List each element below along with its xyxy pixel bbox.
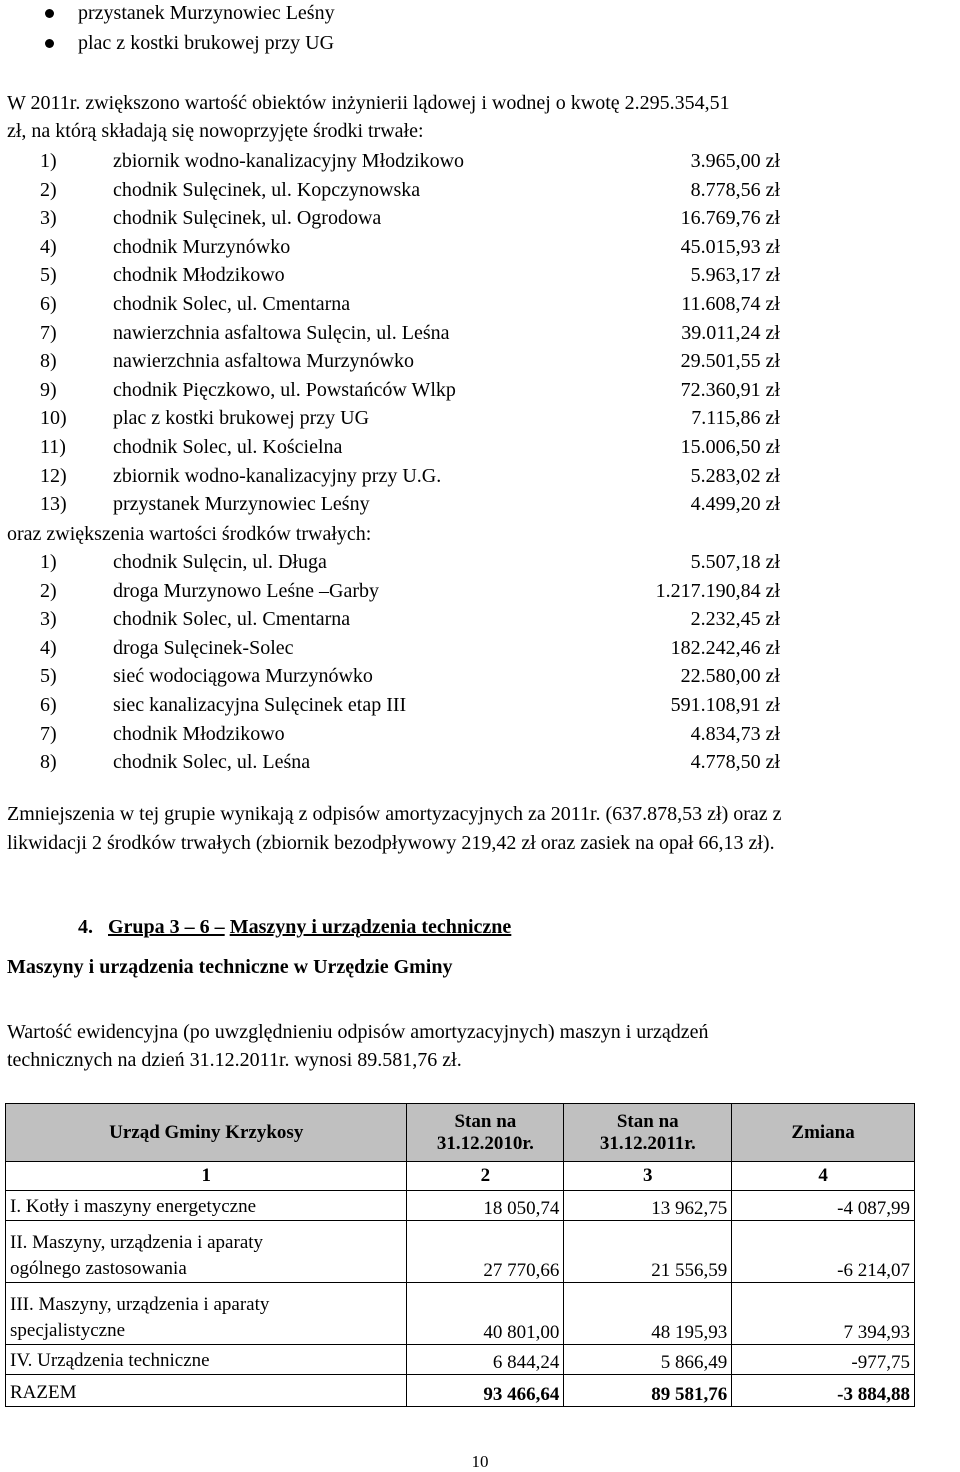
item-number: 5) bbox=[40, 264, 57, 287]
header-line: Stan na bbox=[454, 1110, 517, 1132]
item-amount: 5.283,02 zł bbox=[690, 464, 780, 487]
item-number: 1) bbox=[40, 150, 57, 172]
item-text: chodnik Solec, ul. Cmentarna bbox=[113, 608, 351, 631]
list-item bbox=[40, 634, 780, 663]
row-label-line: II. Maszyny, urządzenia i aparaty bbox=[10, 1232, 264, 1253]
intro-paragraph bbox=[7, 89, 730, 145]
item-number: 4) bbox=[40, 636, 57, 659]
item-number: 7) bbox=[40, 722, 57, 745]
item-amount: 72.360,91 zł bbox=[680, 378, 780, 401]
item-amount: 5.507,18 zł bbox=[690, 551, 780, 573]
section-heading bbox=[78, 913, 511, 941]
decrease-line: likwidacji 2 środków trwałych (zbiornik bezodpływowy 219,42 zł oraz zasiek na opał 66,13 zł). bbox=[7, 832, 775, 854]
list-item bbox=[40, 490, 780, 519]
item-text: droga Murzynowo Leśne –Garby bbox=[113, 579, 380, 602]
page-number: 10 bbox=[471, 1452, 489, 1471]
item-text: nawierzchnia asfaltowa Sulęcin, ul. Leśna bbox=[113, 321, 450, 344]
value-2011: 21 556,59 bbox=[564, 1221, 732, 1283]
value-line: Wartość ewidencyjna (po uwzględnieniu odpisów amortyzacyjnych) maszyn i urządzeń bbox=[7, 1021, 709, 1043]
total-label: RAZEM bbox=[6, 1375, 407, 1407]
item-number: 3) bbox=[40, 608, 57, 631]
increase-title: oraz zwiększenia wartości środków trwałych: bbox=[7, 523, 372, 545]
assets-table bbox=[5, 1103, 915, 1407]
list-item bbox=[40, 147, 780, 176]
section-title-prefix: Grupa 3 – 6 – bbox=[108, 916, 225, 938]
bullet-icon bbox=[45, 9, 54, 18]
value-line: technicznych na dzień 31.12.2011r. wynosi 89.581,76 zł. bbox=[7, 1049, 462, 1071]
bullet-icon bbox=[45, 39, 54, 48]
item-amount: 22.580,00 zł bbox=[680, 665, 780, 688]
item-text: zbiornik wodno-kanalizacyjny Młodzikowo bbox=[113, 150, 465, 172]
intro-line: zł, na którą składają się nowoprzyjęte środki trwałe: bbox=[7, 120, 424, 142]
row-label-line: III. Maszyny, urządzenia i aparaty bbox=[10, 1294, 270, 1315]
item-text: chodnik Sulęcinek, ul. Ogrodowa bbox=[113, 207, 382, 230]
list-item bbox=[40, 691, 780, 720]
value-change: -4 087,99 bbox=[732, 1191, 915, 1221]
item-number: 8) bbox=[40, 350, 57, 373]
item-number: 12) bbox=[40, 464, 67, 487]
item-amount: 11.608,74 zł bbox=[681, 292, 780, 315]
item-text: zbiornik wodno-kanalizacyjny przy U.G. bbox=[113, 464, 442, 487]
item-number: 10) bbox=[40, 407, 67, 430]
item-amount: 591.108,91 zł bbox=[670, 693, 780, 716]
section-subtitle: Maszyny i urządzenia techniczne w Urzędzie Gminy bbox=[7, 956, 453, 978]
item-amount: 2.232,45 zł bbox=[690, 608, 780, 631]
list-item bbox=[38, 0, 335, 30]
list-item bbox=[40, 577, 780, 606]
item-amount: 1.217.190,84 zł bbox=[655, 579, 780, 602]
list-item bbox=[40, 605, 780, 634]
item-number: 13) bbox=[40, 493, 67, 516]
value-2010: 40 801,00 bbox=[407, 1283, 564, 1345]
item-number: 5) bbox=[40, 665, 57, 688]
item-amount: 5.963,17 zł bbox=[690, 264, 780, 287]
header-line: Stan na bbox=[616, 1110, 679, 1132]
list-item bbox=[40, 662, 780, 691]
item-number: 3) bbox=[40, 207, 57, 230]
column-number: 4 bbox=[732, 1162, 915, 1191]
item-text: przystanek Murzynowiec Leśny bbox=[113, 493, 370, 516]
row-label bbox=[6, 1191, 407, 1221]
value-change: -6 214,07 bbox=[732, 1221, 915, 1283]
total-2010: 93 466,64 bbox=[407, 1375, 564, 1407]
bullet-text: przystanek Murzynowiec Leśny bbox=[78, 2, 335, 24]
item-number: 2) bbox=[40, 178, 57, 201]
value-2011: 13 962,75 bbox=[564, 1191, 732, 1221]
list-item bbox=[40, 748, 780, 777]
item-text: chodnik Solec, ul. Kościelna bbox=[113, 435, 343, 458]
item-amount: 29.501,55 zł bbox=[680, 350, 780, 373]
table-row bbox=[6, 1345, 915, 1375]
list-item bbox=[40, 261, 780, 290]
item-text: droga Sulęcinek-Solec bbox=[113, 636, 294, 659]
value-2010: 18 050,74 bbox=[407, 1191, 564, 1221]
section-number: 4. bbox=[78, 916, 93, 938]
item-amount: 39.011,24 zł bbox=[681, 321, 780, 344]
total-change: -3 884,88 bbox=[732, 1375, 915, 1407]
item-text: chodnik Solec, ul. Leśna bbox=[113, 751, 311, 774]
bullet-list bbox=[38, 0, 335, 60]
decrease-line: Zmniejszenia w tej grupie wynikają z odpisów amortyzacyjnych za 2011r. (637.878,53 zł) oraz z bbox=[7, 803, 782, 825]
item-text: plac z kostki brukowej przy UG bbox=[113, 407, 370, 430]
header-cell bbox=[407, 1104, 564, 1162]
row-label bbox=[6, 1283, 407, 1345]
item-amount: 182.242,46 zł bbox=[670, 636, 780, 659]
item-number: 11) bbox=[40, 435, 66, 458]
header-line: 31.12.2010r. bbox=[436, 1132, 534, 1154]
value-2010: 27 770,66 bbox=[407, 1221, 564, 1283]
table-row bbox=[6, 1283, 915, 1345]
header-cell: Urząd Gminy Krzykosy bbox=[6, 1104, 407, 1162]
header-cell: Zmiana bbox=[732, 1104, 915, 1162]
item-text: nawierzchnia asfaltowa Murzynówko bbox=[113, 350, 414, 373]
list-item bbox=[40, 404, 780, 433]
total-row bbox=[6, 1375, 915, 1407]
intro-line: W 2011r. zwiększono wartość obiektów inżynierii lądowej i wodnej o kwotę 2.295.354,51 bbox=[7, 92, 730, 114]
value-2011: 48 195,93 bbox=[564, 1283, 732, 1345]
header-cell bbox=[564, 1104, 732, 1162]
item-number: 8) bbox=[40, 751, 57, 774]
item-number: 2) bbox=[40, 579, 57, 602]
item-text: chodnik Młodzikowo bbox=[113, 722, 285, 745]
item-text: chodnik Pięczkowo, ul. Powstańców Wlkp bbox=[113, 378, 456, 401]
list-item bbox=[40, 319, 780, 348]
item-amount: 16.769,76 zł bbox=[680, 207, 780, 230]
item-number: 6) bbox=[40, 693, 57, 716]
list-item bbox=[38, 30, 335, 60]
value-change: -977,75 bbox=[732, 1345, 915, 1375]
list-item bbox=[40, 204, 780, 233]
item-number: 9) bbox=[40, 378, 57, 401]
value-2010: 6 844,24 bbox=[407, 1345, 564, 1375]
list-item bbox=[40, 433, 780, 462]
item-amount: 15.006,50 zł bbox=[680, 435, 780, 458]
item-number: 1) bbox=[40, 551, 57, 573]
bullet-text: plac z kostki brukowej przy UG bbox=[78, 32, 335, 54]
row-label-line: IV. Urządzenia techniczne bbox=[10, 1350, 210, 1371]
section-title: Maszyny i urządzenia techniczne bbox=[229, 916, 512, 938]
header-line: 31.12.2011r. bbox=[599, 1132, 696, 1154]
list-item bbox=[40, 290, 780, 319]
item-text: chodnik Sulęcinek, ul. Kopczynowska bbox=[113, 178, 421, 201]
item-text: chodnik Murzynówko bbox=[113, 235, 291, 258]
table-header-row bbox=[6, 1104, 915, 1162]
column-number: 1 bbox=[6, 1162, 407, 1191]
item-number: 7) bbox=[40, 321, 57, 344]
column-number-row bbox=[6, 1162, 915, 1191]
item-text: siec kanalizacyjna Sulęcinek etap III bbox=[113, 693, 407, 716]
item-amount: 3.965,00 zł bbox=[690, 150, 780, 172]
item-amount: 4.778,50 zł bbox=[690, 751, 780, 774]
item-text: chodnik Solec, ul. Cmentarna bbox=[113, 292, 351, 315]
item-number: 4) bbox=[40, 235, 57, 258]
value-2011: 5 866,49 bbox=[564, 1345, 732, 1375]
column-number: 3 bbox=[564, 1162, 732, 1191]
list-item bbox=[40, 720, 780, 749]
column-number: 2 bbox=[407, 1162, 564, 1191]
table-row bbox=[6, 1221, 915, 1283]
item-amount: 8.778,56 zł bbox=[690, 178, 780, 201]
item-number: 6) bbox=[40, 292, 57, 315]
item-text: chodnik Młodzikowo bbox=[113, 264, 285, 287]
list-item bbox=[40, 548, 780, 577]
table-row bbox=[6, 1191, 915, 1221]
item-amount: 7.115,86 zł bbox=[691, 407, 780, 430]
list-item bbox=[40, 376, 780, 405]
list-item bbox=[40, 176, 780, 205]
new-assets-list bbox=[40, 147, 780, 519]
item-amount: 4.834,73 zł bbox=[690, 722, 780, 745]
increase-list bbox=[40, 548, 780, 777]
item-text: chodnik Sulęcin, ul. Długa bbox=[113, 551, 327, 573]
row-label-line: I. Kotły i maszyny energetyczne bbox=[10, 1196, 257, 1217]
row-label bbox=[6, 1221, 407, 1283]
row-label bbox=[6, 1345, 407, 1375]
item-text: sieć wodociągowa Murzynówko bbox=[113, 665, 373, 688]
value-paragraph bbox=[7, 1018, 708, 1074]
list-item bbox=[40, 462, 780, 491]
row-label-line: ogólnego zastosowania bbox=[10, 1258, 187, 1279]
total-2011: 89 581,76 bbox=[564, 1375, 732, 1407]
list-item bbox=[40, 347, 780, 376]
value-change: 7 394,93 bbox=[732, 1283, 915, 1345]
row-label-line: specjalistyczne bbox=[10, 1320, 126, 1341]
decrease-paragraph bbox=[7, 800, 957, 858]
item-amount: 4.499,20 zł bbox=[690, 493, 780, 516]
list-item bbox=[40, 233, 780, 262]
item-amount: 45.015,93 zł bbox=[680, 235, 780, 258]
